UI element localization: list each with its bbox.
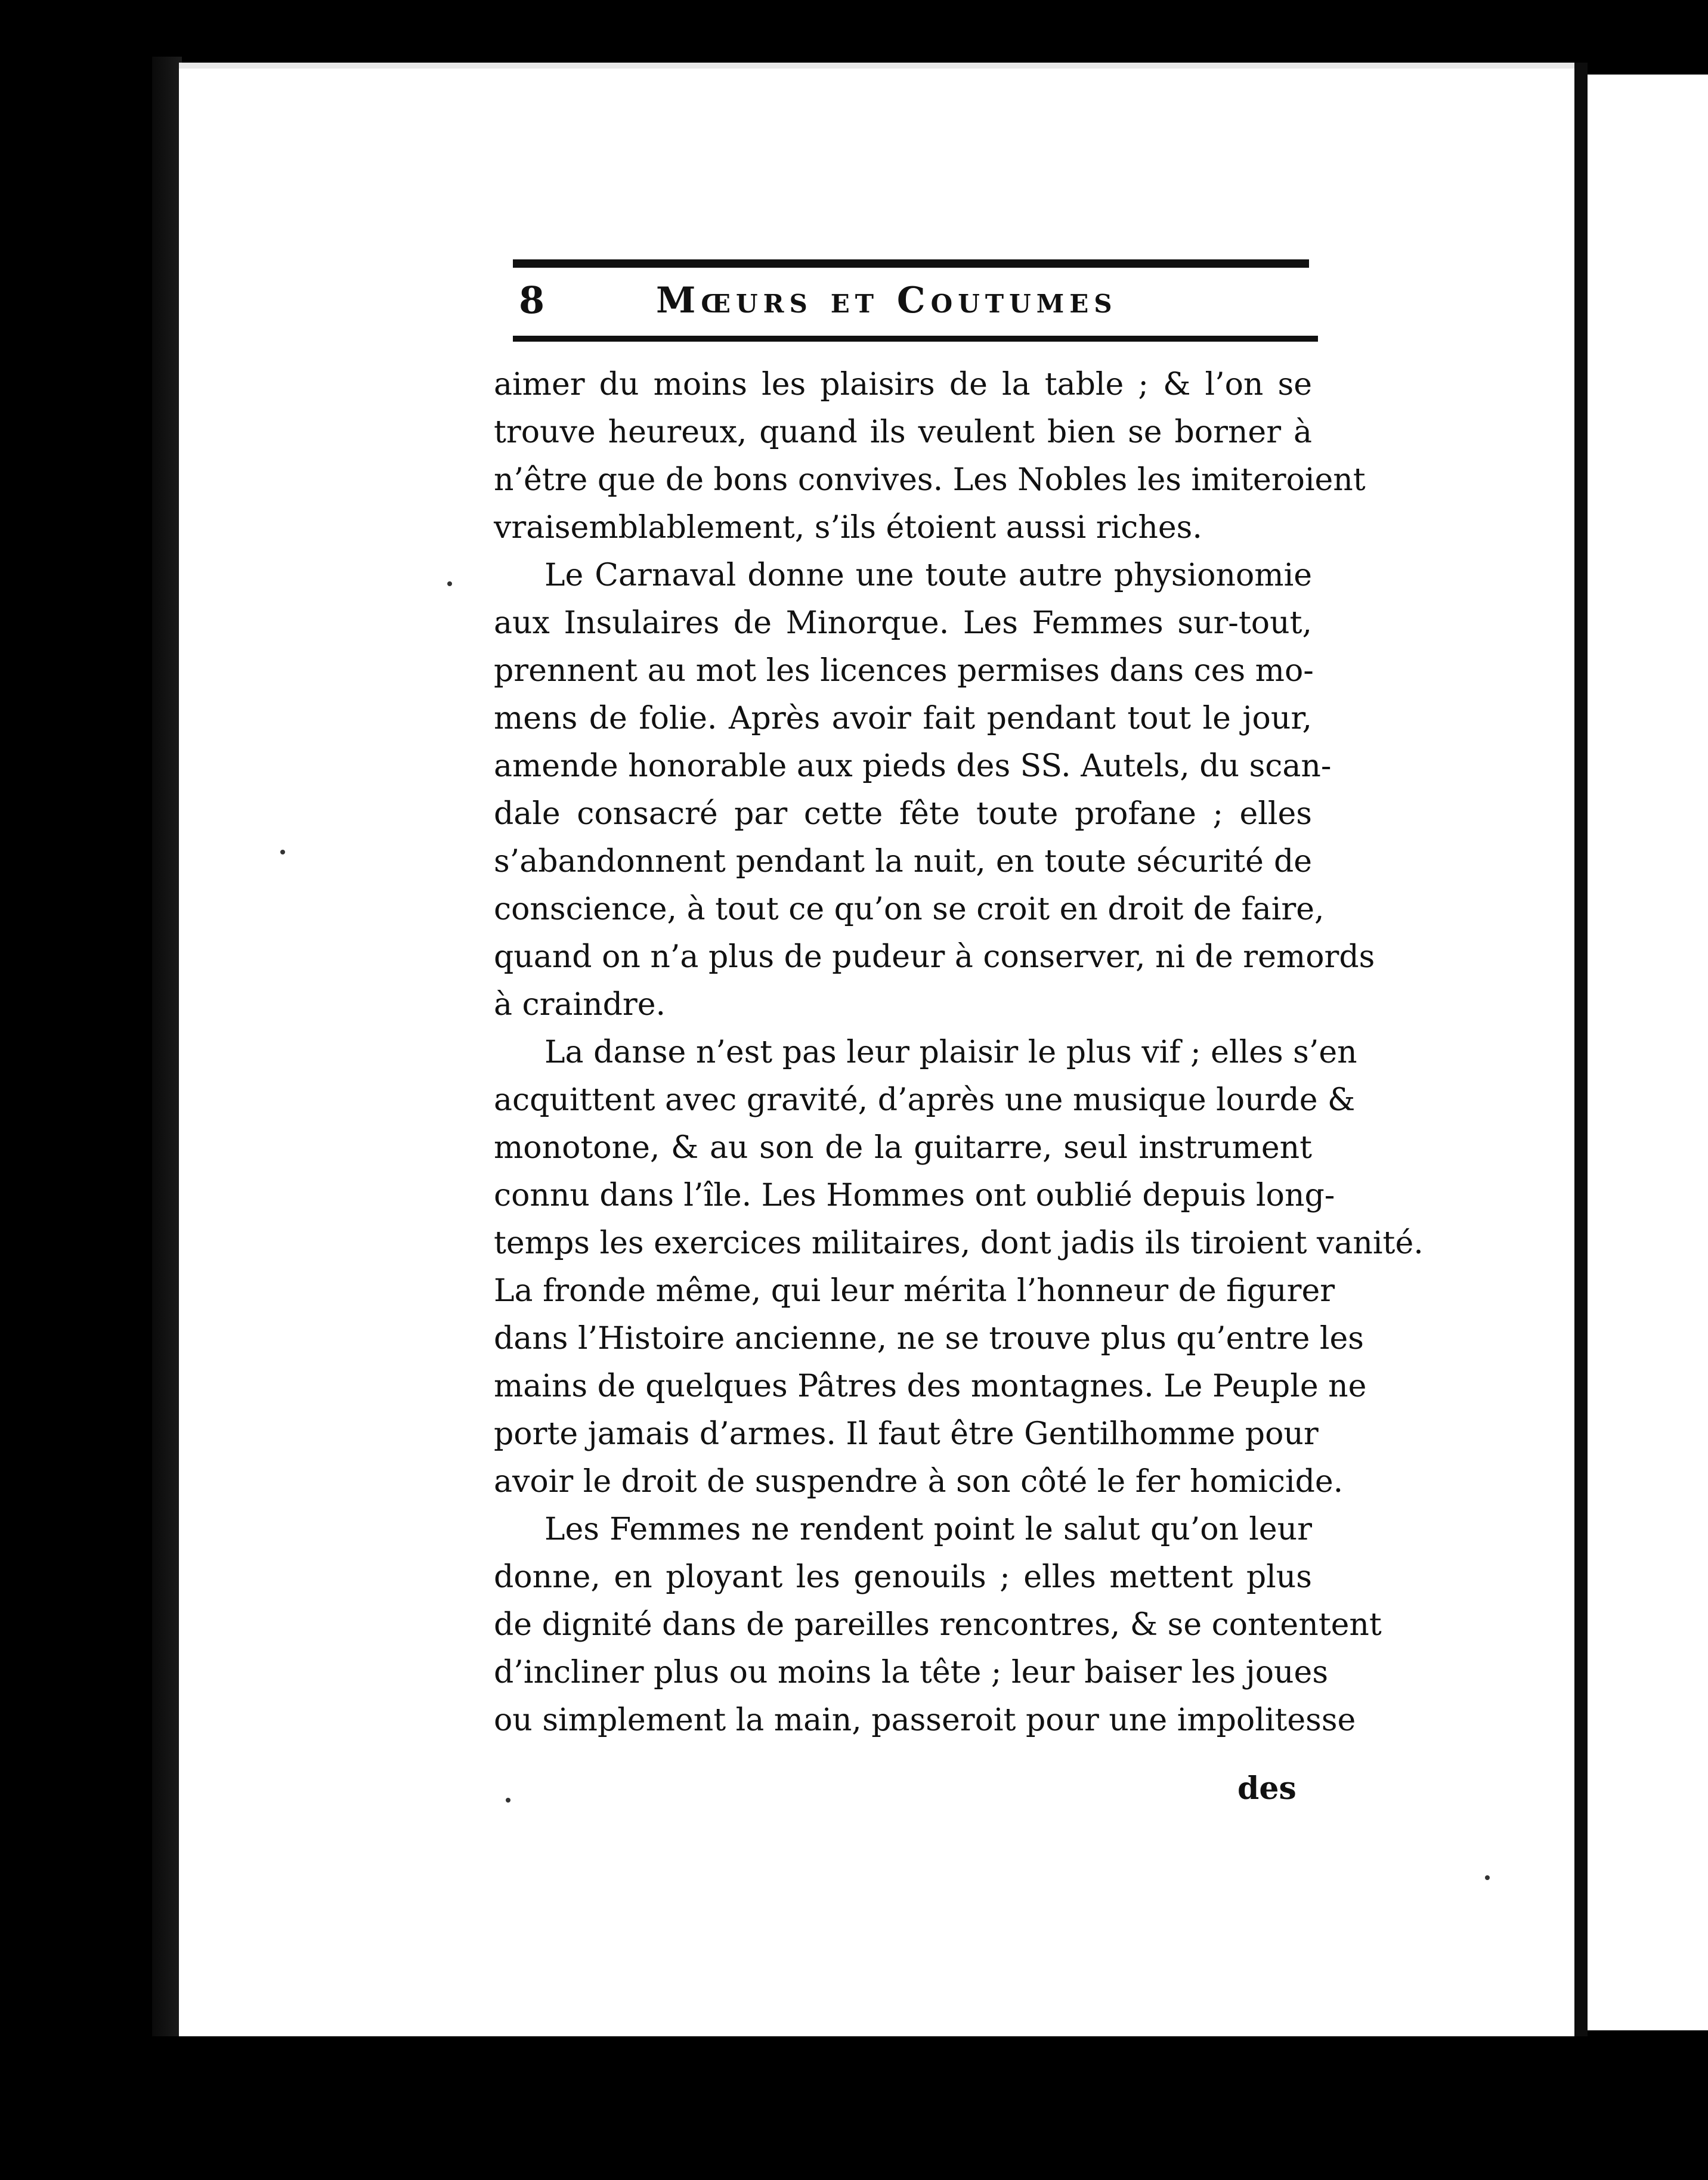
page-gutter xyxy=(1574,63,1588,2036)
text-line: mains de quelques Pâtres des montagnes. Le Peuple ne xyxy=(494,1368,1367,1404)
text-line: n’être que de bons convives. Les Nobles les imiteroient xyxy=(494,462,1366,498)
text-line: aux Insulaires de Minorque. Les Femmes sur-tout, xyxy=(494,605,1312,641)
text-line: trouve heureux, quand ils veulent bien se borner à xyxy=(494,414,1312,450)
text-line: porte jamais d’armes. Il faut être Gentilhomme pour xyxy=(494,1416,1319,1452)
page-shadow xyxy=(152,57,182,2036)
text-line: s’abandonnent pendant la nuit, en toute sécurité de xyxy=(494,844,1312,880)
text-line: vraisemblablement, s’ils étoient aussi riches. xyxy=(494,510,1202,546)
text-line: dans l’Histoire ancienne, ne se trouve plus qu’entre les xyxy=(494,1321,1364,1357)
text-line: La fronde même, qui leur mérita l’honneur de figurer xyxy=(494,1273,1335,1309)
text-line: monotone, & au son de la guitarre, seul instrument xyxy=(494,1130,1312,1166)
text-line: Le Carnaval donne une toute autre physionomie xyxy=(544,558,1312,593)
text-line: Les Femmes ne rendent point le salut qu’on leur xyxy=(544,1512,1312,1547)
text-line: ou simplement la main, passeroit pour une impolitesse xyxy=(494,1702,1356,1738)
text-line: prennent au mot les licences permises dans ces mo- xyxy=(494,653,1314,689)
text-line: amende honorable aux pieds des SS. Autels, du scan- xyxy=(494,748,1332,784)
body-text xyxy=(494,361,1424,1744)
paper-speck xyxy=(447,581,452,586)
paper-speck xyxy=(280,850,285,854)
text-line: quand on n’a plus de pudeur à conserver, ni de remords xyxy=(494,939,1375,975)
catchword: des xyxy=(1237,1770,1297,1807)
text-line: aimer du moins les plaisirs de la table ; & l’on se xyxy=(494,367,1312,402)
text-line: conscience, à tout ce qu’on se croit en droit de faire, xyxy=(494,891,1325,927)
text-line: donne, en ployant les genouils ; elles mettent plus xyxy=(494,1559,1312,1595)
text-line: acquittent avec gravité, d’après une musique lourde & xyxy=(494,1082,1356,1118)
text-line: de dignité dans de pareilles rencontres, & se contentent xyxy=(494,1607,1382,1643)
paper-speck xyxy=(506,1798,510,1803)
text-line: d’incliner plus ou moins la tête ; leur baiser les joues xyxy=(494,1655,1328,1690)
text-line: dale consacré par cette fête toute profane ; elles xyxy=(494,796,1312,832)
text-line: mens de folie. Après avoir fait pendant tout le jour, xyxy=(494,701,1312,736)
text-line: avoir le droit de suspendre à son côté le fer homicide. xyxy=(494,1464,1344,1500)
header-rule-top xyxy=(513,259,1309,268)
page-header xyxy=(513,259,1324,355)
paper-speck xyxy=(1485,1875,1490,1880)
running-head: Mœurs et Coutumes xyxy=(656,280,1118,321)
text-line: connu dans l’île. Les Hommes ont oublié depuis long- xyxy=(494,1178,1335,1213)
page-number: 8 xyxy=(519,278,545,322)
facing-page-edge xyxy=(1588,75,1708,2030)
header-rule-bottom xyxy=(513,336,1318,342)
text-line: temps les exercices militaires, dont jadis ils tiroient vanité. xyxy=(494,1225,1424,1261)
text-line: à craindre. xyxy=(494,987,666,1023)
text-line: La danse n’est pas leur plaisir le plus vif ; elles s’en xyxy=(544,1035,1357,1070)
